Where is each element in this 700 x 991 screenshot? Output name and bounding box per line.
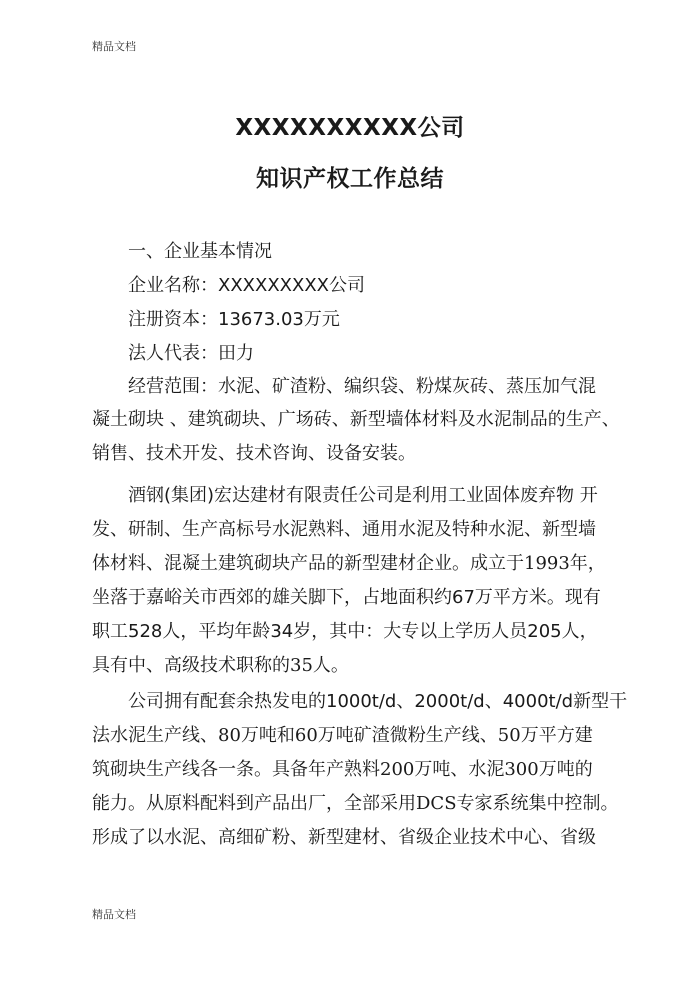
company-name-line: 企业名称：XXXXXXXXX公司 xyxy=(128,275,365,296)
footer-watermark-text: 精品文档 xyxy=(92,908,136,921)
body-line: 能力。从原料配料到产品出厂，全部采用DCS专家系统集中控制。 xyxy=(92,793,619,814)
body-line: 发、研制、生产高标号水泥熟料、通用水泥及特种水泥、新型墙 xyxy=(92,519,596,540)
body-line: 公司拥有配套余热发电的1000t/d、2000t/d、4000t/d新型干 xyxy=(128,691,628,712)
header-watermark-text: 精品文档 xyxy=(92,40,136,53)
body-line: 形成了以水泥、高细矿粉、新型建材、省级企业技术中心、省级 xyxy=(92,827,596,848)
body-line: 凝土砌块 、建筑砌块、广场砖、新型墙体材料及水泥制品的生产、 xyxy=(92,409,620,430)
body-line: 筑砌块生产线各一条。具备年产熟料200万吨、水泥300万吨的 xyxy=(92,759,593,780)
registered-capital-line: 注册资本：13673.03万元 xyxy=(128,309,340,330)
section-heading: 一、企业基本情况 xyxy=(128,241,272,262)
body-line: 具有中、高级技术职称的35人。 xyxy=(92,655,349,676)
body-line: 职工528人，平均年龄34岁，其中：大专以上学历人员205人， xyxy=(92,621,598,642)
company-title: XXXXXXXXXX公司 xyxy=(235,115,465,141)
body-line: 坐落于嘉峪关市西郊的雄关脚下，占地面积约67万平方米。现有 xyxy=(92,587,601,608)
body-line: 酒钢(集团)宏达建材有限责任公司是利用工业固体废弃物 开 xyxy=(128,485,598,506)
body-line: 法水泥生产线、80万吨和60万吨矿渣微粉生产线、50万平方建 xyxy=(92,725,593,746)
body-line: 销售、技术开发、技术咨询、设备安装。 xyxy=(92,443,416,464)
body-line: 体材料、混凝土建筑砌块产品的新型建材企业。成立于1993年， xyxy=(92,553,606,574)
body-line: 经营范围：水泥、矿渣粉、编织袋、粉煤灰砖、蒸压加气混 xyxy=(128,376,596,397)
legal-representative-line: 法人代表：田力 xyxy=(128,343,254,364)
document-title: 知识产权工作总结 xyxy=(256,166,444,192)
